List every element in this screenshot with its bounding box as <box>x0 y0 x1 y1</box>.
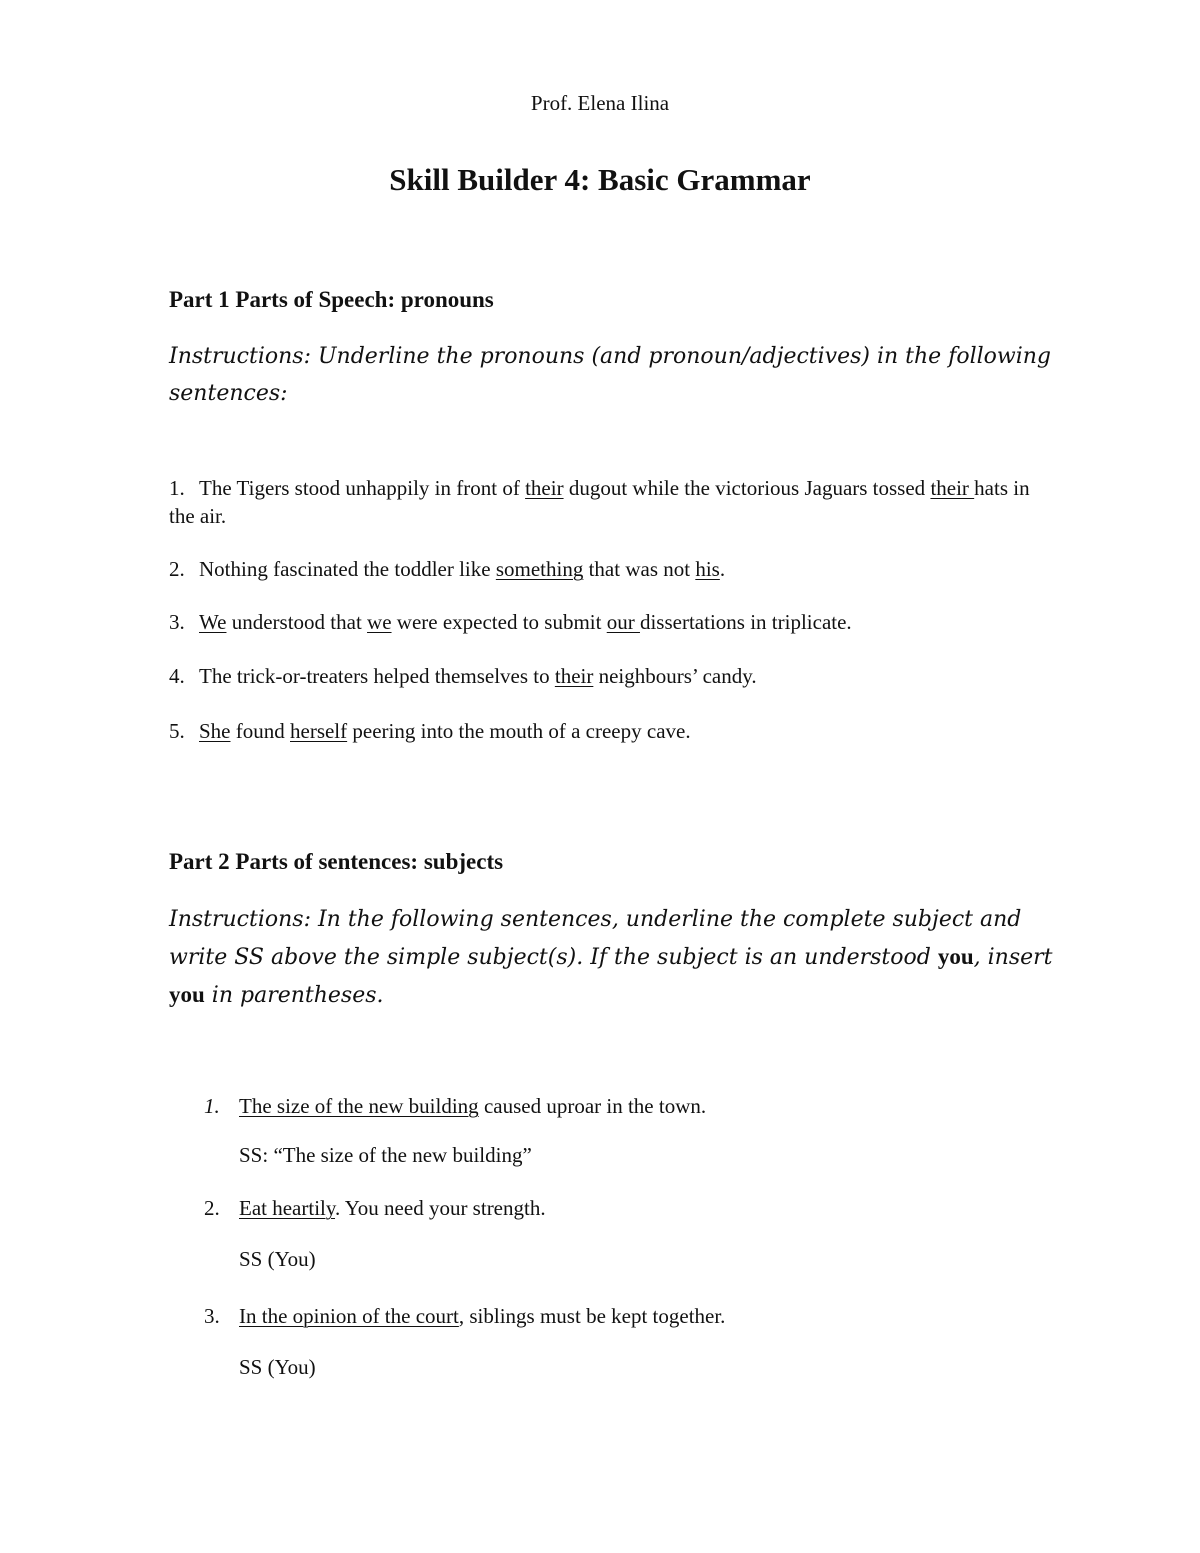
part1-item-5 <box>169 717 1049 745</box>
item-text: caused uproar in the town. <box>478 1094 707 1118</box>
item-text: were expected to submit <box>391 610 607 634</box>
part1-instructions: Instructions: Underline the pronouns (and pronoun/adjectives) in the following sentences: <box>169 344 1052 406</box>
part1-item-4 <box>169 662 1049 690</box>
part2-item-2-ss: SS (You) <box>239 1247 316 1271</box>
item-text: hats in the air. <box>169 476 1030 528</box>
item-text: The Tigers stood unhappily in front of <box>199 476 526 500</box>
item-text: that was not <box>583 557 696 581</box>
item-text: dissertations in triplicate. <box>639 610 852 634</box>
item-text: . <box>719 557 726 581</box>
underlined-subject: The size of the new building <box>239 1094 479 1118</box>
item-text: The trick-or-treaters helped themselves to <box>199 664 555 688</box>
instructions-text: in parentheses. <box>204 983 384 1008</box>
part2-item-1 <box>204 1092 1064 1120</box>
underlined-pronoun: we <box>367 610 392 634</box>
underlined-pronoun: our <box>606 610 640 634</box>
underlined-pronoun: their <box>525 476 564 500</box>
underlined-pronoun: his <box>695 557 720 581</box>
underlined-pronoun: their <box>930 476 975 500</box>
instructions-bold-you: you <box>169 982 205 1007</box>
item-text: , siblings must be kept together. <box>458 1304 726 1328</box>
document-title: Skill Builder 4: Basic Grammar <box>389 162 811 197</box>
underlined-pronoun: their <box>554 664 594 688</box>
part2-heading: Part 2 Parts of sentences: subjects <box>169 849 504 874</box>
underlined-pronoun: She <box>199 719 231 743</box>
item-text: found <box>230 719 290 743</box>
underlined-pronoun: something <box>495 557 584 581</box>
item-text: Nothing fascinated the toddler like <box>199 557 496 581</box>
part1-heading: Part 1 Parts of Speech: pronouns <box>169 287 494 312</box>
underlined-pronoun: herself <box>290 719 348 743</box>
item-number: 1. <box>204 1094 220 1118</box>
part1-item-2 <box>169 555 1049 583</box>
part1-item-3 <box>169 608 1049 636</box>
underlined-pronoun: We <box>199 610 227 634</box>
part1-item-1 <box>169 474 1049 530</box>
item-number: 2. <box>204 1196 220 1220</box>
item-text: . You need your strength. <box>335 1196 546 1220</box>
instructions-text: Instructions: In the following sentences, underline the complete subject and write SS above the simple subject(s). If the subject is an understood <box>169 907 1022 970</box>
item-text: dugout while the victorious Jaguars tossed <box>563 476 931 500</box>
item-text: peering into the mouth of a creepy cave. <box>347 719 691 743</box>
author-name: Prof. Elena Ilina <box>530 91 670 115</box>
item-text: understood that <box>226 610 368 634</box>
part2-item-1-ss: SS: “The size of the new building” <box>239 1143 532 1167</box>
instructions-bold-you: you <box>937 944 974 969</box>
underlined-subject: In the opinion of the court <box>239 1304 459 1328</box>
item-number: 2. <box>169 557 185 581</box>
underlined-subject: Eat heartily <box>239 1196 336 1220</box>
part2-item-2 <box>204 1194 1064 1222</box>
part2-instructions <box>169 901 1069 1014</box>
item-number: 4. <box>169 664 185 688</box>
item-number: 1. <box>169 476 185 500</box>
instructions-text: , insert <box>973 945 1053 970</box>
item-number: 3. <box>169 610 185 634</box>
item-number: 3. <box>204 1304 220 1328</box>
item-number: 5. <box>169 719 185 743</box>
item-text: neighbours’ candy. <box>593 664 757 688</box>
part2-item-3-ss: SS (You) <box>239 1355 316 1379</box>
part2-item-3 <box>204 1302 1064 1330</box>
